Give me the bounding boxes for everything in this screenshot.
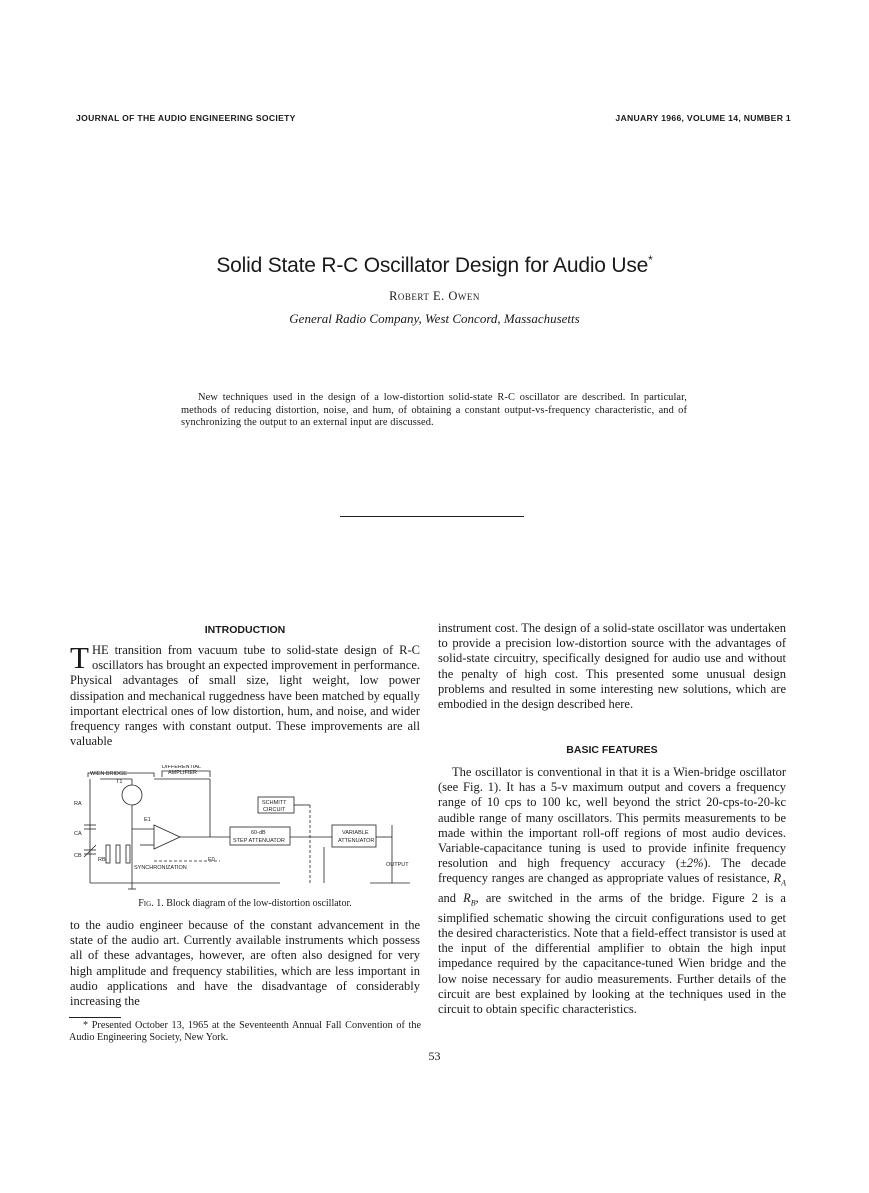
author: Robert E. Owen (389, 289, 480, 303)
title-footnote-mark: * (648, 253, 653, 267)
lamp-symbol (122, 785, 142, 805)
output-label: OUTPUT (386, 862, 409, 868)
e0-label: E0 (208, 857, 215, 863)
basic-features-heading: BASIC FEATURES (566, 744, 658, 756)
schmitt-label-1: SCHMITT (262, 800, 287, 806)
affiliation: General Radio Company, West Concord, Massachusetts (289, 311, 580, 326)
page-number: 53 (428, 1049, 441, 1063)
wien-label: WIEN BRIDGE (90, 771, 127, 777)
ca-label: CA (74, 831, 82, 837)
basic-text-b: ). The decade frequency ranges are changed as appropriate values of resistance, (438, 856, 786, 886)
rb-subscript: B (470, 898, 476, 908)
intro-text-1: HE transition from vacuum tube to solid-state design of R-C oscillators has brought an expected improvement in performance. Physical advantages of small size, light weight, low power dissipation and mechanical ruggedness have been matched by equally important electrical ones of low distortion, hum, and noise, and wider frequency ranges with constant output. These improvements are all valuable (70, 643, 420, 749)
drop-cap: T (70, 640, 89, 675)
rb-symbol: R (463, 891, 471, 906)
diff-amp-label-2: AMPLIFIER (168, 770, 198, 776)
amplifier-symbol (154, 825, 180, 849)
footnote: * Presented October 13, 1965 at the Seventeenth Annual Fall Convention of the Audio Engineering Society, New York. (69, 1020, 421, 1043)
schmitt-label-2: CIRCUIT (263, 807, 286, 813)
step-label-1: 60-dB (251, 830, 266, 836)
var-label-1: VARIABLE (342, 830, 369, 836)
abstract: New techniques used in the design of a low-distortion solid-state R-C oscillator are described. In particular, methods of reducing distortion, noise, and hum, of obtaining a constant output-vs-frequency characteristic, and of synchronizing the output to an external input are discussed. (181, 392, 687, 429)
intro-paragraph-1 (70, 640, 420, 749)
journal-header: JOURNAL OF THE AUDIO ENGINEERING SOCIETY (76, 113, 296, 123)
footnote-rule (69, 1017, 121, 1018)
figure-caption (70, 898, 420, 909)
figure-caption-text: Block diagram of the low-distortion oscillator. (166, 898, 352, 909)
diff-amp-label-1: DIFFERENTIAL (162, 765, 202, 770)
basic-text-a: The oscillator is conventional in that it is a Wien-bridge oscillator (see Fig. 1). It has a 5-v maximum output and covers a frequency range of 10 cps to 100 kc, well beyond the strict 20-cps-to-20-kc audible range of many oscillators. This permits measurements to be made within the important roll-off regions of most audio devices. Variable-capacitance tuning is used to provide infinite frequency resolution and high frequency accuracy ( (438, 765, 786, 871)
var-label-2: ATTENUATOR (338, 838, 375, 844)
divider-rule (340, 516, 524, 517)
figure-number: Fig. 1. (138, 898, 164, 909)
basic-text-c: , are switched in the arms of the bridge. Figure 2 is a simplified schematic showing the circuit configurations used to get the desired characteristics. Note that a field-effect transistor is used at the input of the differential amplifier to obtain the high input impedance required by the capacitance-tuned Wien bridge and the low noise necessary for audio measurements. Further details of the circuit are best explained by looking at the techniques used in the circuit to obtain specific characteristics. (438, 891, 786, 1017)
issue-header: JANUARY 1966, VOLUME 14, NUMBER 1 (615, 113, 791, 123)
t1-label: T1 (116, 779, 123, 785)
e1-label: E1 (144, 817, 151, 823)
intro-paragraph-3: instrument cost. The design of a solid-state oscillator was undertaken to provide a precision low-distortion source with the advantages of solid-state circuitry, specifically designed for audio use and without the penalty of high cost. This presented some unusual design problems and resulted in some interesting new solutions, which are embodied in the design described here. (438, 621, 786, 712)
title-text: Solid State R-C Oscillator Design for Audio Use (216, 254, 649, 277)
cb-label: CB (74, 853, 82, 859)
and-word: and (438, 891, 464, 906)
ra-label: RA (74, 801, 82, 807)
ra-symbol: R (773, 871, 782, 886)
basic-features-paragraph (438, 765, 786, 1017)
intro-paragraph-2: to the audio engineer because of the constant advancement in the state of the audio art. Currently available instruments which possess all of these advantages, however, are often also designed for very high amplitude and frequency stabilities, which are less important in audio applications and have the disadvantage of considerably increasing the (70, 918, 420, 1009)
step-label-2: STEP ATTENUATOR (233, 838, 285, 844)
sync-label: SYNCHRONIZATION (134, 865, 187, 871)
paper-title (0, 253, 869, 278)
block-diagram-figure (70, 765, 420, 893)
intro-heading: INTRODUCTION (204, 624, 286, 636)
ra-subscript: A (781, 878, 786, 888)
accuracy-value: ±2% (679, 856, 704, 871)
rb-label: RB (98, 857, 106, 863)
